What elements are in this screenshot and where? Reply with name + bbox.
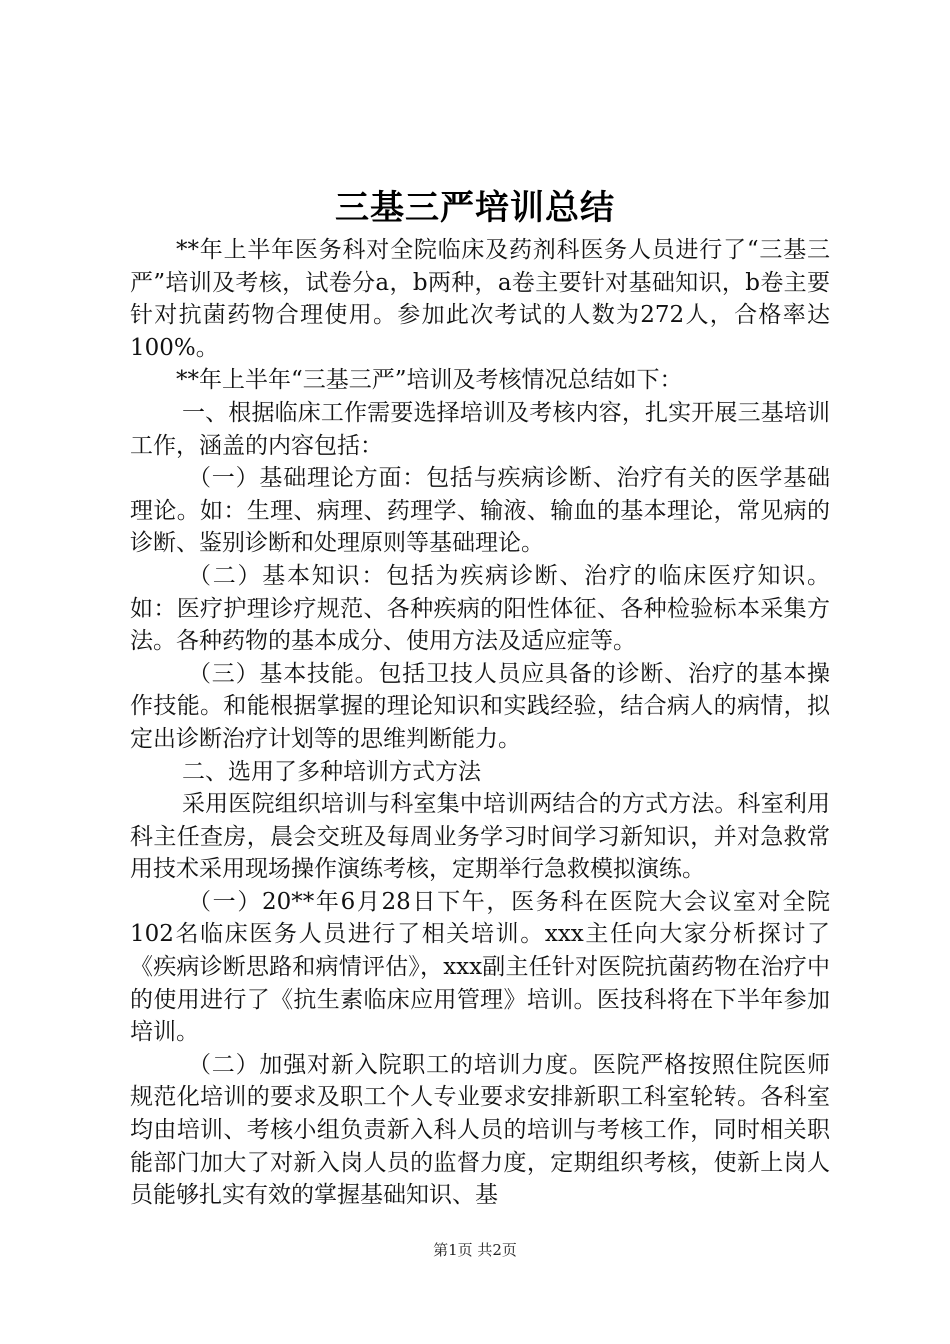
paragraph-section-1-item-1: （一）基础理论方面：包括与疾病诊断、治疗有关的医学基础理论。如：生理、病理、药理学、输液、输血的基本理论，常见病的诊断、鉴别诊断和处理原则等基础理论。 xyxy=(130,465,830,557)
document-body xyxy=(130,234,830,1212)
paragraph-section-1: 一、根据临床工作需要选择培训及考核内容，扎实开展三基培训工作，涵盖的内容包括： xyxy=(130,399,830,459)
paragraph-summary-lead: **年上半年“三基三严”培训及考核情况总结如下： xyxy=(176,367,683,394)
paragraph-section-2-body: 采用医院组织培训与科室集中培训两结合的方式方法。科室利用科主任查房，晨会交班及每周业务学习时间学习新知识，并对急救常用技术采用现场操作演练考核，定期举行急救模拟演练。 xyxy=(130,791,830,883)
paragraph-section-1-item-2: （二）基本知识：包括为疾病诊断、治疗的临床医疗知识。如：医疗护理诊疗规范、各种疾病的阳性体征、各种检验标本采集方法。各种药物的基本成分、使用方法及适应症等。 xyxy=(130,562,830,655)
paragraph-section-2: 二、选用了多种培训方式方法 xyxy=(182,758,481,785)
paragraph-section-1-item-3: （三）基本技能。包括卫技人员应具备的诊断、治疗的基本操作技能。和能根据掌握的理论知识和实践经验，结合病人的病情，拟定出诊断治疗计划等的思维判断能力。 xyxy=(130,660,830,752)
document-title: 三基三严培训总结 xyxy=(335,188,615,228)
paragraph-intro: **年上半年医务科对全院临床及药剂科医务人员进行了“三基三严”培训及考核，试卷分a，b两种，a卷主要针对基础知识，b卷主要针对抗菌药物合理使用。参加此次考试的人数为272人，合格率达100%。 xyxy=(130,237,830,361)
paragraph-section-2-item-2: （二）加强对新入院职工的培训力度。医院严格按照住院医师规范化培训的要求及职工个人专业要求安排新职工科室轮转。各科室均由培训、考核小组负责新入科人员的培训与考核工作，同时相关职能部门加大了对新入岗人员的监督力度，定期组织考核，使新上岗人员能够扎实有效的掌握基础知识、基 xyxy=(130,1051,830,1209)
page-number-footer: 第1页 共2页 xyxy=(433,1241,517,1259)
paragraph-section-2-item-1: （一）20**年6月28日下午，医务科在医院大会议室对全院102名临床医务人员进行了相关培训。xxx主任向大家分析探讨了《疾病诊断思路和病情评估》，xxx副主任针对医院抗菌药物在治疗中的使用进行了《抗生素临床应用管理》培训。医技科将在下半年参加培训。 xyxy=(130,888,830,1046)
